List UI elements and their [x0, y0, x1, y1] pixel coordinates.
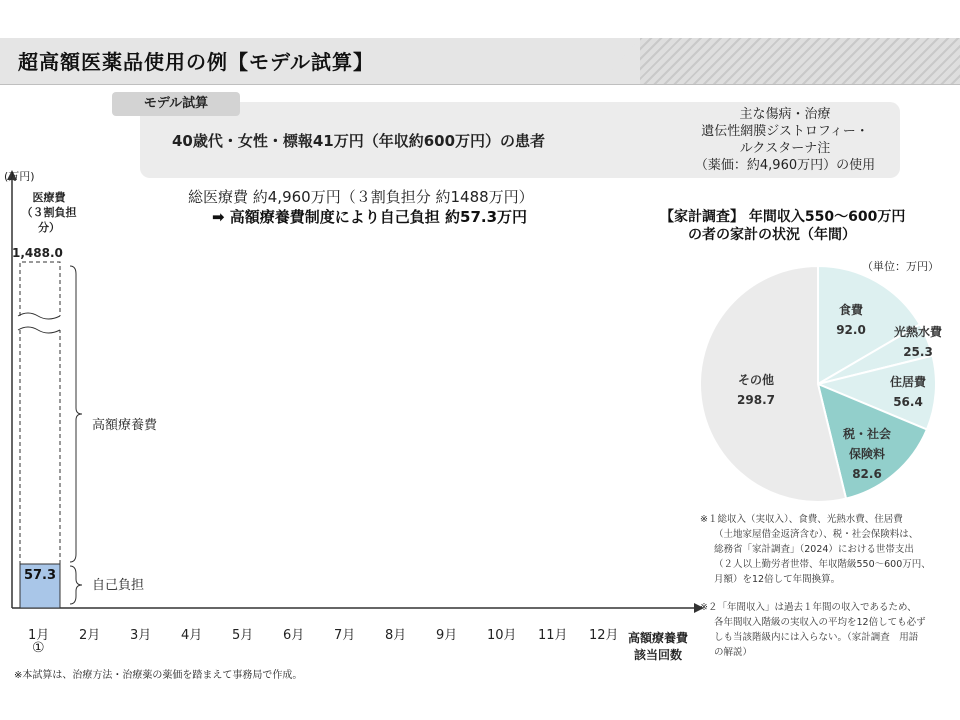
x-tick-label: 4月 — [181, 628, 203, 643]
series-label-line: （３割負担分） — [21, 206, 77, 234]
model-tag: モデル試算 — [112, 92, 240, 116]
x-tick-label: 11月 — [538, 628, 568, 643]
x-tick-label: 5月 — [232, 628, 254, 643]
pie-unit: （単位：万円） — [862, 260, 939, 273]
x-tick-label: 12月 — [589, 628, 619, 643]
pie-slice-name: 食費 — [838, 303, 863, 317]
segment-label-kougaku: 高額療養費 — [92, 418, 158, 433]
x-axis-label-line: 高額療養費 — [627, 631, 688, 645]
disease-line: 主な傷病・治療 — [739, 107, 831, 122]
disease-line: ルクスターナ注 — [739, 141, 831, 156]
pie-slice-name: その他 — [737, 373, 774, 387]
pie-label-utilities — [884, 322, 952, 362]
footnote: ※本試算は、治療方法・治療薬の薬価を踏まえて事務局で作成。 — [14, 670, 303, 681]
pie-slice-value: 25.3 — [903, 345, 933, 359]
disease-line: （薬価：約4,960万円）の使用 — [694, 158, 876, 173]
pie-slice-name: 保険料 — [848, 447, 885, 461]
pie-label-food — [826, 300, 876, 340]
x-tick-label: 6月 — [283, 628, 305, 643]
x-tick-label: 9月 — [436, 628, 458, 643]
pie-label-other — [726, 370, 786, 410]
pie-slice-value: 56.4 — [893, 395, 923, 409]
x-axis-label-line: 該当回数 — [633, 648, 682, 662]
pie-slice-name: 光熱水費 — [893, 325, 942, 339]
pie-label-tax — [832, 424, 902, 484]
note-line: ※１総収入（実収入）、食費、光熱水費、住居費 — [700, 514, 903, 525]
x-tick-label: 7月 — [334, 628, 356, 643]
x-tick-label: 3月 — [130, 628, 152, 643]
note-line: 月額）を12倍して年間換算。 — [714, 574, 841, 585]
note-1 — [700, 512, 931, 587]
note-line: （土地家屋借金返済含む）、税・社会保険料は、 — [714, 529, 919, 540]
note-line: 総務省「家計調査」（2024）における世帯支出 — [714, 544, 914, 555]
x-tick-label: 2月 — [79, 628, 101, 643]
pie-slice-value: 92.0 — [836, 323, 866, 337]
total-value-label: 1,488.0 — [12, 246, 63, 260]
note-2 — [700, 600, 926, 660]
x-tick-label: 1月 — [28, 628, 50, 643]
pie-slice-name: 住居費 — [889, 375, 926, 389]
total-cost-text: 総医療費 約4,960万円（３割負担分 約1488万円） — [188, 188, 534, 206]
segment-label-self-pay: 自己負担 — [92, 578, 145, 593]
pie-slice-value: 298.7 — [737, 393, 775, 407]
note-line: しも当該階級内には入らない。（家計調査 用語 — [714, 632, 919, 643]
note-line: の解説） — [714, 647, 753, 658]
patient-description: 40歳代・女性・標報41万円（年収約600万円）の患者 — [172, 132, 546, 150]
x-tick-label: 8月 — [385, 628, 407, 643]
self-pay-value-label: 57.3 — [23, 568, 57, 583]
note-line: ※２「年間収入」は過去１年間の収入であるため、 — [700, 602, 917, 613]
note-line: 各年間収入階級の実収入の平均を12倍しても必ず — [714, 617, 926, 628]
self-pay-summary: ➡ 高額療養費制度により自己負担 約57.3万円 — [212, 208, 528, 226]
x-tick-label: 10月 — [487, 628, 517, 643]
pie-slice-value: 82.6 — [852, 467, 882, 481]
pie-title-line: の者の家計の状況（年間） — [688, 227, 856, 243]
series-label-line: 医療費 — [32, 191, 66, 204]
y-unit-label: (万円) — [4, 170, 35, 183]
page-title: 超高額医薬品使用の例【モデル試算】 — [18, 50, 374, 74]
pie-slice-name: 税・社会 — [842, 427, 891, 441]
bar-marker: ① — [32, 640, 45, 656]
note-line: （２人以上勤労者世帯、年収階級550～600万円、 — [714, 559, 931, 570]
pie-label-housing — [880, 372, 936, 412]
disease-line: 遺伝性網膜ジストロフィー・ — [701, 124, 869, 139]
pie-title-line: 【家計調査】 年間収入550～600万円 — [660, 209, 906, 225]
